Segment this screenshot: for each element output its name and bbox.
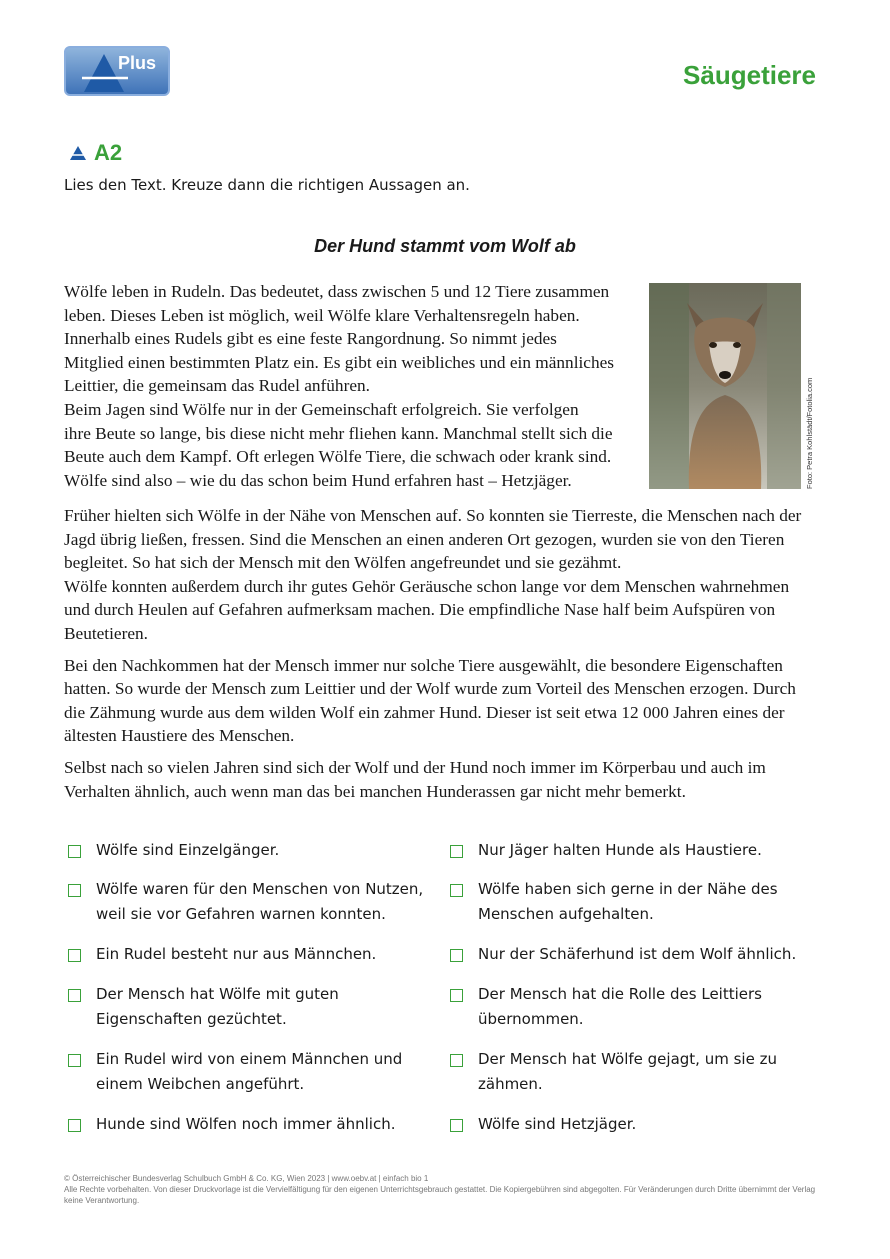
text-line: ihre Beute so lange, bis diese nicht mehr fliehen kann. Manchmal stellt sich die [64,423,613,443]
statement-text: zähmen. [478,1075,543,1093]
copyright-footer [64,1173,824,1206]
wolf-photo [649,283,801,489]
statement-item [68,942,438,967]
paragraph: Früher hielten sich Wölfe in der Nähe von Menschen auf. So konnten sie Tierreste, die Menschen nach der Jagd übrig ließen, fressen. Sind die Menschen an einen anderen Ort gezogen, wurden sie von den Tieren begleitet. So hat sich der Mensch mit den Wölfen angefreundet und sie gezähmt. [64,506,802,573]
paragraph: Selbst nach so vielen Jahren sind sich der Wolf und der Hund noch immer im Körperbau und auch im Verhalten ähnlich, auch wenn man das bei manchen Hunderassen gar nicht mehr bemerkt. [64,757,766,801]
task-instruction: Lies den Text. Kreuze dann die richtigen Aussagen an. [64,176,470,194]
statement-text: einem Weibchen angeführt. [96,1075,305,1093]
statement-text: Wölfe sind Hetzjäger. [478,1115,637,1133]
statement-text: Nur Jäger halten Hunde als Haustiere. [478,841,762,859]
task-header [70,140,122,166]
checkbox[interactable] [450,989,463,1002]
statement-item [68,1112,438,1137]
paragraph: Bei den Nachkommen hat der Mensch immer nur solche Tiere ausgewählt, die besondere Eigenschaften hatten. So wurde der Mensch zum Leittier und der Wolf wurde zum Vorteil des Menschen erzogen. Durch die Zähmung wurde aus dem wilden Wolf ein zahmer Hund. Dieser ist seit etwa 12 000 Jahren eines der ältesten Haustiere des Menschen. [64,655,796,746]
statement-text: Wölfe haben sich gerne in der Nähe des [478,880,778,898]
task-id: A2 [94,140,123,165]
text-line: Mitglied einen bestimmten Platz ein. Es gibt ein weibliches und ein männliches [64,352,615,372]
logo-text: Plus [117,53,156,73]
statement-text: weil sie vor Gefahren warnen konnten. [96,905,386,923]
text-line: leben. Dieses Leben ist möglich, weil Wölfe klare Verhaltensregeln haben. [64,305,580,325]
page-topic: Säugetiere [683,60,816,90]
text-line: Leittier, die gemeinsam das Rudel anführen. [64,376,370,396]
checkbox[interactable] [68,989,81,1002]
statement-item [450,982,820,1032]
statement-text: Wölfe sind Einzelgänger. [96,841,280,859]
statement-list-left [68,838,438,1137]
article-title: Der Hund stammt vom Wolf ab [314,236,576,256]
footer-line: © Österreichischer Bundesverlag Schulbuch GmbH & Co. KG, Wien 2023 | www.oebv.at | einfach bio 1 [64,1174,429,1183]
statement-item [450,942,820,967]
statement-text: Der Mensch hat Wölfe gejagt, um sie zu [478,1050,777,1068]
statement-text: Wölfe waren für den Menschen von Nutzen, [96,880,424,898]
statement-item [450,838,820,863]
checkbox[interactable] [68,1119,81,1132]
statement-item [450,1047,820,1097]
intro-paragraph [64,280,639,492]
statement-text: Ein Rudel besteht nur aus Männchen. [96,945,377,963]
statement-text: Eigenschaften gezüchtet. [96,1010,287,1028]
text-line: Wölfe sind also – wie du das schon beim Hund erfahren hast – Hetzjäger. [64,470,572,490]
statement-text: Der Mensch hat die Rolle des Leittiers [478,985,762,1003]
checkbox[interactable] [68,845,81,858]
checkbox[interactable] [450,884,463,897]
statement-text: Hunde sind Wölfen noch immer ähnlich. [96,1115,396,1133]
statement-text: Nur der Schäferhund ist dem Wolf ähnlich. [478,945,797,963]
statement-text: Menschen aufgehalten. [478,905,654,923]
photo-credit: Foto: Petra Kohlstädt/Fotolia.com [805,377,814,489]
publisher-logo [64,46,170,96]
statement-item [68,982,438,1032]
text-line: Beim Jagen sind Wölfe nur in der Gemeinschaft erfolgreich. Sie verfolgen [64,399,579,419]
checkbox[interactable] [450,949,463,962]
checkbox[interactable] [450,1119,463,1132]
difficulty-triangle-icon [70,146,86,160]
statement-item [68,877,438,927]
footer-line: Alle Rechte vorbehalten. Von dieser Druckvorlage ist die Vervielfältigung für den eigenen Unterrichtsgebrauch gestattet. Die Kopiergebühren sind abgegolten. Für Veränderungen durch Dritte übernimmt der Verlag keine Verantwortung. [64,1185,816,1205]
checkbox[interactable] [450,845,463,858]
text-line: Innerhalb eines Rudels gibt es eine feste Rangordnung. So nimmt jedes [64,329,557,349]
checkbox[interactable] [68,1054,81,1067]
paragraph: Wölfe konnten außerdem durch ihr gutes Gehör Geräusche schon lange vor dem Menschen wahrnehmen und durch Heulen auf Gefahren aufmerksam machen. Die empfindliche Nase half beim Aufspüren von Beutetieren. [64,576,790,643]
statement-item [450,1112,820,1137]
statement-text: übernommen. [478,1010,584,1028]
text-line: Wölfe leben in Rudeln. Das bedeutet, dass zwischen 5 und 12 Tiere zusammen [64,282,610,301]
statement-list-right [450,838,820,1137]
statement-item [68,838,438,863]
statement-text: Der Mensch hat Wölfe mit guten [96,985,339,1003]
text-line: Beute auch dem Kampf. Oft erlegen Wölfe Tiere, die schwach oder krank sind. [64,447,612,467]
statement-item [450,877,820,927]
checkbox[interactable] [68,884,81,897]
statement-text: Ein Rudel wird von einem Männchen und [96,1050,403,1068]
checkbox[interactable] [68,949,81,962]
statement-item [68,1047,438,1097]
checkbox[interactable] [450,1054,463,1067]
article-body [64,504,819,803]
